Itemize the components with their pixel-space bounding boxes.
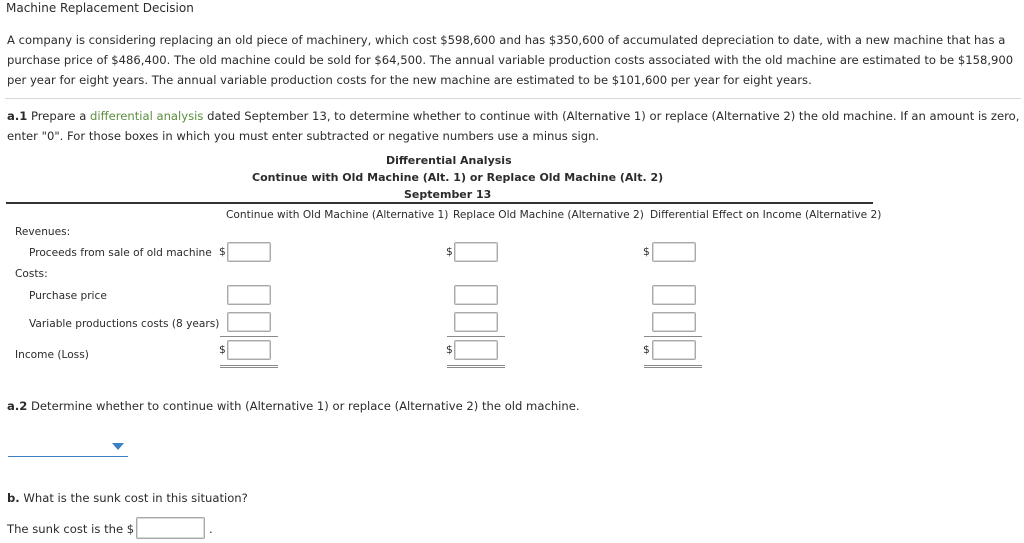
differential-analysis-link[interactable]: differential analysis — [90, 109, 204, 123]
variable-alt1-input[interactable] — [227, 312, 271, 332]
sunk-cost-input[interactable] — [136, 517, 205, 539]
page-title: Machine Replacement Decision — [6, 1, 194, 15]
a1-instruction: enter "0". For those boxes in which you must enter subtracted or negative numbers use a minus sign. — [7, 129, 600, 143]
alternative-select[interactable] — [8, 438, 128, 457]
column-header-alt2: Replace Old Machine (Alternative 2) — [453, 209, 644, 221]
income-alt1-input[interactable] — [227, 340, 271, 360]
column-header-alt1: Continue with Old Machine (Alternative 1) — [226, 209, 449, 221]
row-label-variable-costs: Variable productions costs (8 years) — [29, 318, 220, 330]
question-b — [7, 491, 248, 505]
row-label-income: Income (Loss) — [15, 349, 89, 361]
variable-differential-input[interactable] — [652, 312, 696, 332]
currency-sign: $ — [446, 344, 453, 356]
income-differential-input[interactable] — [652, 340, 696, 360]
row-label-revenues: Revenues: — [15, 226, 71, 238]
purchase-alt2-input[interactable] — [454, 285, 498, 305]
currency-sign: $ — [219, 246, 226, 258]
proceeds-differential-input[interactable] — [652, 242, 696, 262]
divider — [5, 98, 1021, 99]
a1-text-before: Prepare a — [27, 109, 90, 123]
intro-line: per year for eight years. The annual variable production costs for the new machine are estimated to be $101,600 per year for eight years. — [7, 73, 812, 87]
problem-description — [7, 30, 1017, 90]
question-a2-text: Determine whether to continue with (Alternative 1) or replace (Alternative 2) the old machine. — [27, 399, 580, 413]
row-label-purchase-price: Purchase price — [29, 290, 107, 302]
subtotal-rule — [447, 336, 505, 337]
row-label-costs: Costs: — [15, 268, 48, 280]
question-a2 — [7, 399, 580, 413]
question-a1 — [7, 106, 1022, 146]
intro-line: A company is considering replacing an old piece of machinery, which cost $598,600 and has $350,600 of accumulated depreciation to date, with a new machine that has a — [7, 33, 1006, 47]
proceeds-alt1-input[interactable] — [227, 242, 271, 262]
sunk-cost-prefix: The sunk cost is the $ — [7, 522, 135, 536]
column-header-differential: Differential Effect on Income (Alternative 2) — [650, 209, 882, 221]
table-heading: Differential Analysis — [386, 154, 512, 167]
subtotal-rule — [644, 336, 702, 337]
question-a1-label: a.1 — [7, 109, 28, 123]
income-alt2-input[interactable] — [454, 340, 498, 360]
total-double-rule — [220, 365, 278, 368]
intro-line: purchase price of $486,400. The old machine could be sold for $64,500. The annual variable production costs associated with the old machine are estimated to be $158,900 — [7, 53, 1014, 67]
currency-sign: $ — [643, 344, 650, 356]
a1-text-after: dated September 13, to determine whether to continue with (Alternative 1) or replace (Alternative 2) the old machine. If an amount is zero, — [203, 109, 1020, 123]
dropdown-caret-icon — [112, 443, 124, 450]
purchase-differential-input[interactable] — [652, 285, 696, 305]
row-label-proceeds: Proceeds from sale of old machine — [29, 247, 212, 259]
currency-sign: $ — [219, 344, 226, 356]
total-double-rule — [644, 365, 702, 368]
proceeds-alt2-input[interactable] — [454, 242, 498, 262]
heading-rule — [6, 202, 873, 204]
question-a2-label: a.2 — [7, 399, 28, 413]
subtotal-rule — [220, 336, 278, 337]
table-date: September 13 — [404, 188, 492, 201]
currency-sign: $ — [446, 246, 453, 258]
sunk-cost-suffix: . — [209, 522, 213, 536]
question-b-label: b. — [7, 491, 20, 505]
purchase-alt1-input[interactable] — [227, 285, 271, 305]
table-subheading: Continue with Old Machine (Alt. 1) or Replace Old Machine (Alt. 2) — [252, 171, 664, 184]
variable-alt2-input[interactable] — [454, 312, 498, 332]
question-b-text: What is the sunk cost in this situation? — [19, 491, 248, 505]
currency-sign: $ — [643, 246, 650, 258]
total-double-rule — [447, 365, 505, 368]
